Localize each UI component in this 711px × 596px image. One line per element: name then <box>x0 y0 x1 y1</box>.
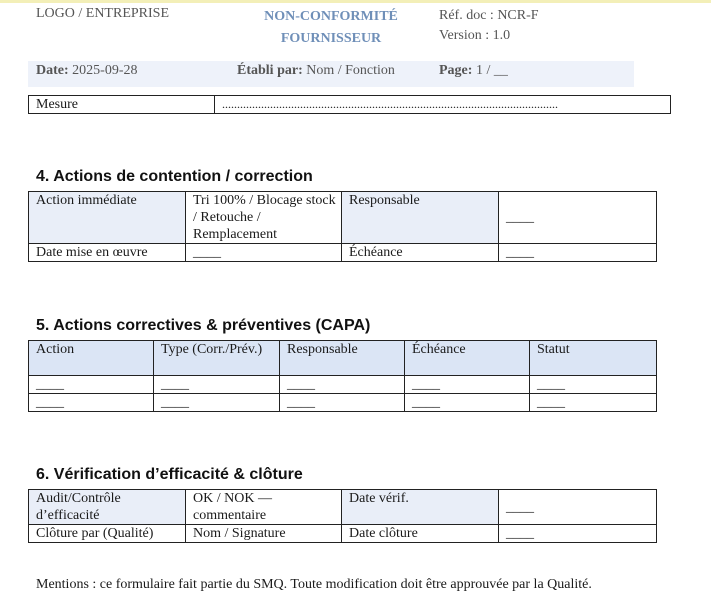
mesure-value-field[interactable]: ................................................................................................................ <box>215 96 671 114</box>
capa-header-type: Type (Corr./Prév.) <box>154 341 280 376</box>
document-reference <box>439 6 539 46</box>
meta-etabli-label: Établi par: <box>237 63 303 78</box>
section-6-table <box>28 489 657 543</box>
capa-header-echeance: Échéance <box>405 341 530 376</box>
section-4-table <box>28 191 657 262</box>
section-6-title: 6. Vérification d’efficacité & clôture <box>36 466 303 483</box>
s4-echeance-label: Échéance <box>342 244 499 262</box>
capa-header-responsable: Responsable <box>280 341 405 376</box>
capa-cell[interactable]: ____ <box>154 376 280 394</box>
company-logo-placeholder: LOGO / ENTREPRISE <box>36 6 169 21</box>
capa-header-action: Action <box>29 341 154 376</box>
section-5-title: 5. Actions correctives & préventives (CAPA) <box>36 317 371 334</box>
s4-action-immediate-value[interactable]: Tri 100% / Blocage stock / Retouche / Remplacement <box>186 192 342 244</box>
capa-cell[interactable]: ____ <box>29 376 154 394</box>
s6-date-verif-label: Date vérif. <box>342 490 499 525</box>
title-line-2: FOURNISSEUR <box>280 31 382 46</box>
top-accent-line <box>0 0 711 3</box>
meta-etabli-value: Nom / Fonction <box>306 63 395 78</box>
meta-page-label: Page: <box>439 63 473 78</box>
s4-date-mise-value[interactable]: ____ <box>186 244 342 262</box>
capa-cell[interactable]: ____ <box>530 376 657 394</box>
capa-cell[interactable]: ____ <box>29 394 154 412</box>
s4-responsable-value[interactable]: ____ <box>499 192 657 244</box>
table-row <box>29 394 657 412</box>
s6-audit-value[interactable]: OK / NOK — commentaire <box>186 490 342 525</box>
mesure-table <box>28 95 671 114</box>
capa-cell[interactable]: ____ <box>154 394 280 412</box>
s6-audit-label: Audit/Contrôle d’efficacité <box>29 490 186 525</box>
s6-date-cloture-label: Date clôture <box>342 525 499 543</box>
version: Version : 1.0 <box>439 28 511 43</box>
s4-echeance-value[interactable]: ____ <box>499 244 657 262</box>
meta-date-value: 2025-09-28 <box>72 63 138 78</box>
s4-action-immediate-label: Action immédiate <box>29 192 186 244</box>
meta-date <box>36 63 137 79</box>
capa-cell[interactable]: ____ <box>530 394 657 412</box>
document-title <box>250 6 412 50</box>
table-row <box>29 376 657 394</box>
meta-etabli <box>237 63 395 79</box>
capa-table <box>28 340 657 412</box>
capa-cell[interactable]: ____ <box>405 376 530 394</box>
footer-mentions: Mentions : ce formulaire fait partie du SMQ. Toute modification doit être approuvée par la Qualité. <box>36 577 592 592</box>
capa-cell[interactable]: ____ <box>280 394 405 412</box>
capa-cell[interactable]: ____ <box>280 376 405 394</box>
s4-date-mise-label: Date mise en œuvre <box>29 244 186 262</box>
s6-cloture-label: Clôture par (Qualité) <box>29 525 186 543</box>
section-4-title: 4. Actions de contention / correction <box>36 168 313 185</box>
meta-page <box>439 63 508 79</box>
capa-header-statut: Statut <box>530 341 657 376</box>
s4-responsable-label: Responsable <box>342 192 499 244</box>
meta-page-value: 1 / __ <box>475 63 508 78</box>
meta-date-label: Date: <box>36 63 69 78</box>
mesure-label: Mesure <box>29 96 215 114</box>
capa-cell[interactable]: ____ <box>405 394 530 412</box>
s6-date-verif-value[interactable]: ____ <box>499 490 657 525</box>
s6-cloture-value[interactable]: Nom / Signature <box>186 525 342 543</box>
s6-date-cloture-value[interactable]: ____ <box>499 525 657 543</box>
title-line-1: NON-CONFORMITÉ <box>264 9 398 24</box>
ref-doc: Réf. doc : NCR-F <box>439 8 539 23</box>
